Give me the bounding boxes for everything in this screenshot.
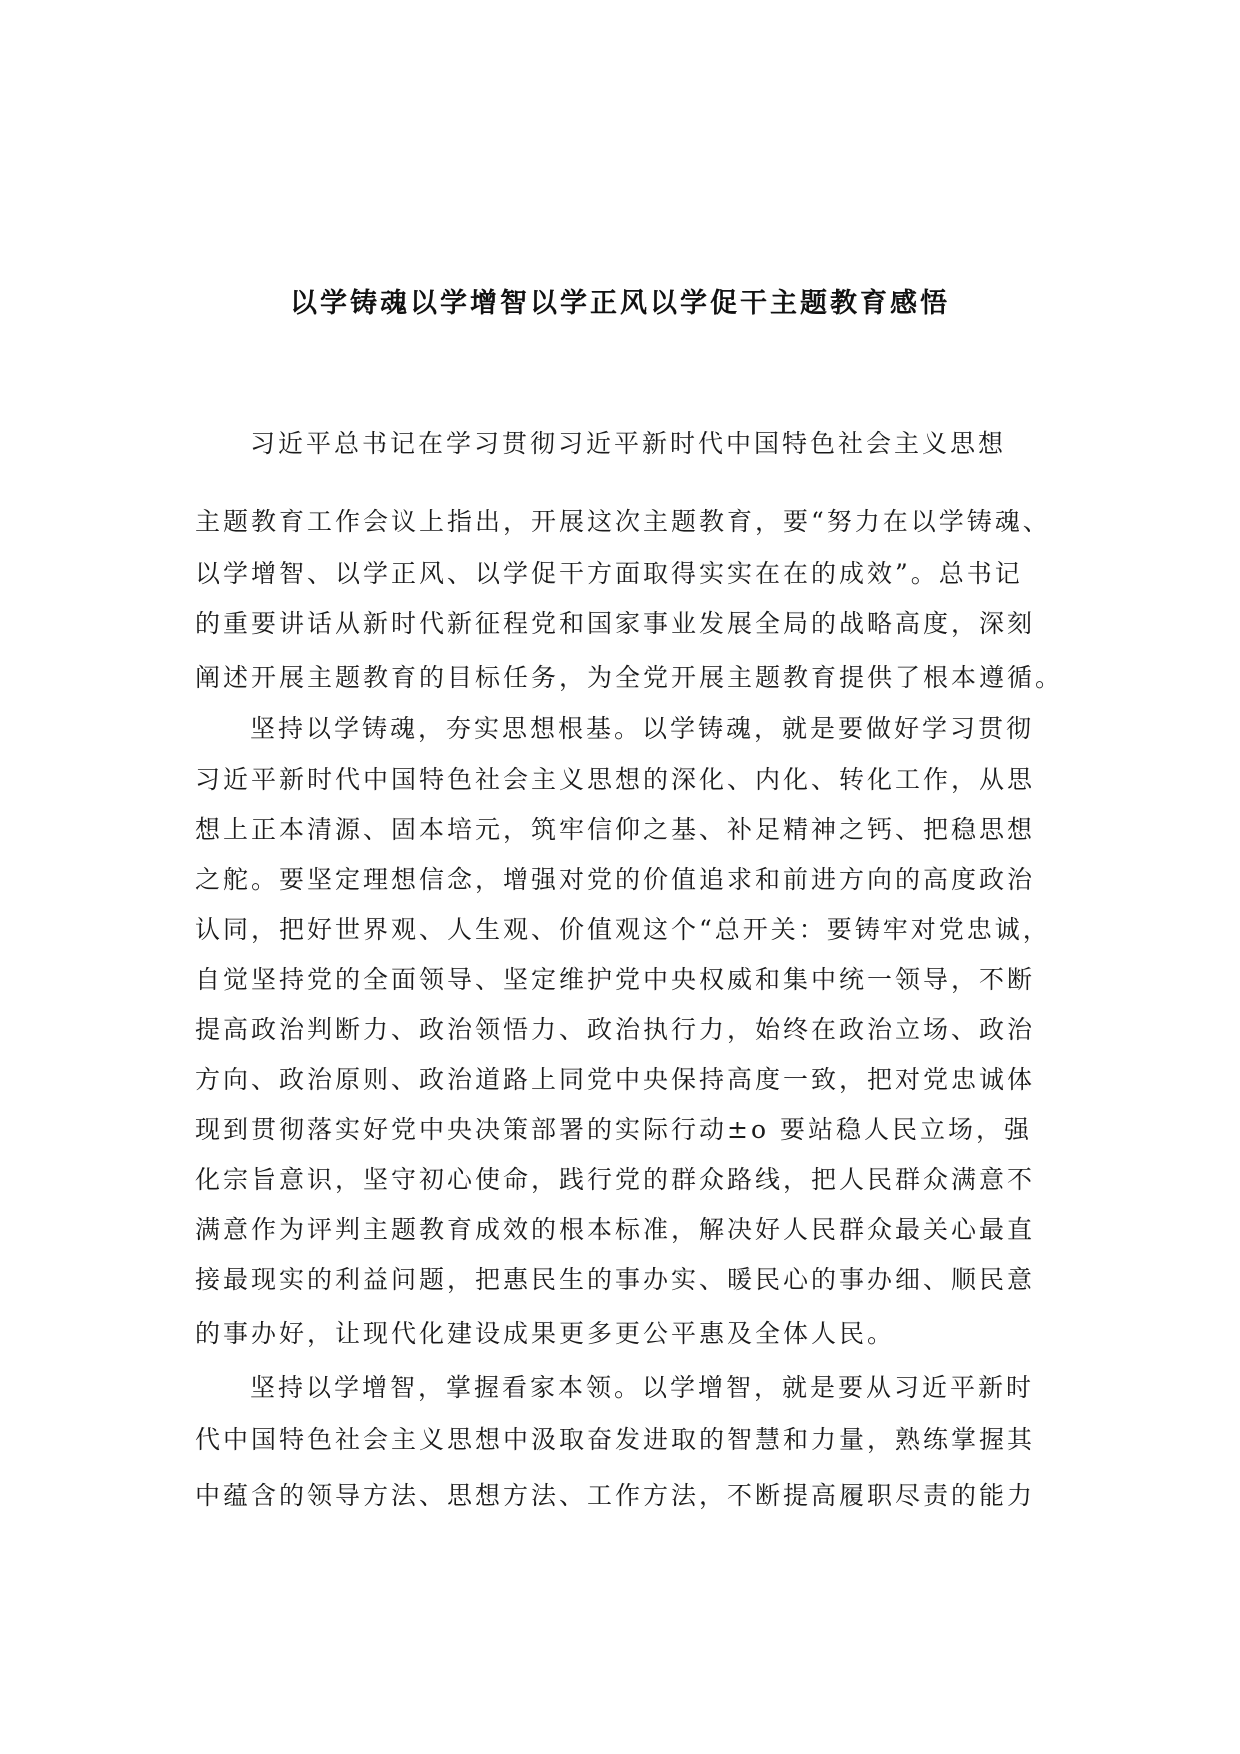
document-title: 以学铸魂以学增智以学正风以学促干主题教育感悟 [290,288,950,319]
text-line: 化宗旨意识，坚守初心使命，践行党的群众路线，把人民群众满意不 [195,1165,1036,1194]
text-line: 之舵。要坚定理想信念，增强对党的价值追求和前进方向的高度政治 [195,865,1036,894]
text-line: 习近平总书记在学习贯彻习近平新时代中国特色社会主义思想 [250,429,1007,458]
text-line: 接最现实的利益问题，把惠民生的事办实、暖民心的事办细、顺民意 [195,1265,1036,1294]
text-line: 代中国特色社会主义思想中汲取奋发进取的智慧和力量，熟练掌握其 [195,1425,1036,1454]
text-line: 主题教育工作会议上指出，开展这次主题教育，要“努力在以学铸魂、 [195,507,1051,536]
text-line: 满意作为评判主题教育成效的根本标准，解决好人民群众最关心最直 [195,1215,1036,1244]
text-line: 的事办好，让现代化建设成果更多更公平惠及全体人民。 [195,1319,896,1348]
text-line: 方向、政治原则、政治道路上同党中央保持高度一致，把对党忠诚体 [195,1065,1036,1094]
text-line: 现到贯彻落实好党中央决策部署的实际行动±o 要站稳人民立场，强 [195,1115,1032,1144]
text-line: 中蕴含的领导方法、思想方法、工作方法，不断提高履职尽责的能力 [195,1481,1036,1510]
text-line: 自觉坚持党的全面领导、坚定维护党中央权威和集中统一领导，不断 [195,965,1036,994]
text-line: 习近平新时代中国特色社会主义思想的深化、内化、转化工作，从思 [195,765,1036,794]
text-line: 坚持以学铸魂，夯实思想根基。以学铸魂，就是要做好学习贯彻 [250,714,1035,743]
text-line: 想上正本清源、固本培元，筑牢信仰之基、补足精神之钙、把稳思想 [195,815,1036,844]
text-line: 认同，把好世界观、人生观、价值观这个“总开关：要铸牢对党忠诚， [195,915,1051,944]
text-line: 提高政治判断力、政治领悟力、政治执行力，始终在政治立场、政治 [195,1015,1036,1044]
text-line: 坚持以学增智，掌握看家本领。以学增智，就是要从习近平新时 [250,1373,1035,1402]
text-line: 阐述开展主题教育的目标任务，为全党开展主题教育提供了根本遵循。 [195,663,1064,692]
text-line: 的重要讲话从新时代新征程党和国家事业发展全局的战略高度，深刻 [195,609,1036,638]
text-line: 以学增智、以学正风、以学促干方面取得实实在在的成效”。总书记 [195,559,1023,588]
